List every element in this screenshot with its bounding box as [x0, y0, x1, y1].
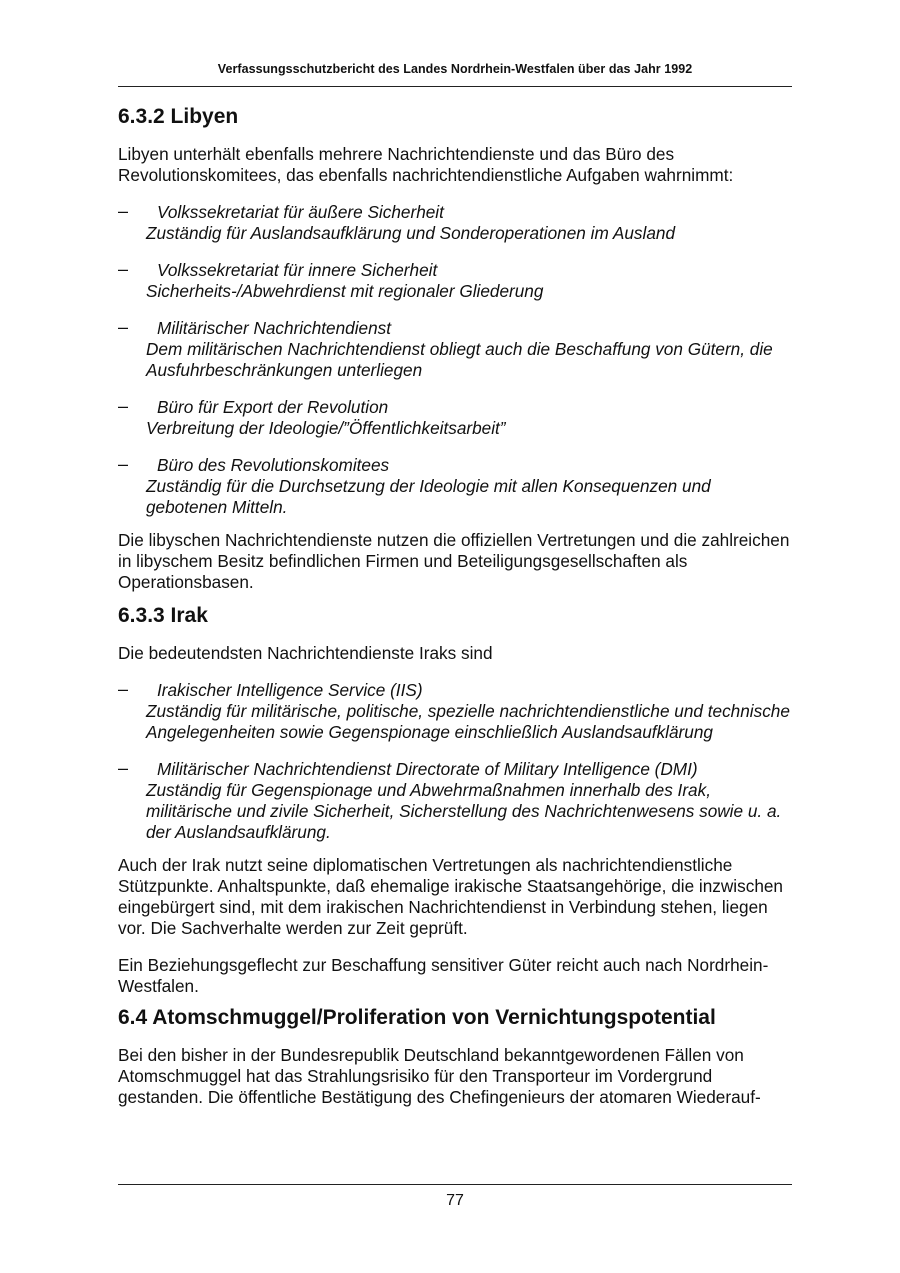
list-item-title: Volkssekretariat für äußere Sicherheit — [157, 202, 444, 222]
list-item-desc: Dem militärischen Nachrichtendienst obliegt auch die Beschaffung von Gütern, die Ausfuhrbeschränkungen unterliegen — [146, 339, 773, 380]
list-item-title: Büro des Revolutionskomitees — [157, 455, 390, 475]
list-item-title: Volkssekretariat für innere Sicherheit — [157, 260, 438, 280]
paragraph: Die libyschen Nachrichtendienste nutzen die offiziellen Vertretungen und die zahlreichen in libyschem Besitz befindlichen Firmen und Beteiligungsgesellschaften als Operationsbasen. — [118, 530, 790, 592]
list-item-desc: Zuständig für die Durchsetzung der Ideologie mit allen Konsequenzen und gebotenen Mitteln. — [146, 476, 711, 517]
header-rule — [118, 86, 792, 87]
footer-rule — [118, 1184, 792, 1185]
list-item-desc: Zuständig für militärische, politische, spezielle nachrichtendienstliche und technische Angelegenheiten sowie Gegenspionage einschließlich Auslandsaufklärung — [146, 701, 790, 742]
list-item — [118, 455, 792, 518]
list-item-desc: Zuständig für Auslandsaufklärung und Sonderoperationen im Ausland — [146, 223, 676, 243]
paragraph: Auch der Irak nutzt seine diplomatischen Vertretungen als nachrichtendienstliche Stützpunkte. Anhaltspunkte, daß ehemalige irakische Staatsangehörige, die inzwischen eingebürgert sind, mit dem irakischen Nachrichtendienst in Verbindung stehen, liegen vor. Die Sachverhalte werden zur Zeit geprüft. — [118, 855, 783, 938]
list-item-desc: Sicherheits-/Abwehrdienst mit regionaler Gliederung — [146, 281, 544, 301]
list-item-title: Militärischer Nachrichtendienst — [157, 318, 392, 338]
list-item — [118, 397, 792, 439]
list-item — [118, 202, 792, 244]
section-heading-atomschmuggel: 6.4 Atomschmuggel/Proliferation von Vernichtungspotential — [118, 1006, 716, 1029]
dash-bullet: – — [118, 679, 129, 699]
dash-bullet: – — [118, 758, 129, 778]
list-item-title: Büro für Export der Revolution — [157, 397, 389, 417]
page-body — [118, 102, 792, 1120]
list-item — [118, 260, 792, 302]
section-heading-irak: 6.3.3 Irak — [118, 604, 208, 627]
dash-bullet: – — [118, 317, 129, 337]
list-item — [118, 680, 792, 743]
page-number: 77 — [446, 1192, 464, 1209]
list-item-title: Irakischer Intelligence Service (IIS) — [157, 680, 423, 700]
list-item — [118, 759, 792, 843]
paragraph: Libyen unterhält ebenfalls mehrere Nachrichtendienste und das Büro des Revolutionskomitees, das ebenfalls nachrichtendienstliche Aufgaben wahrnimmt: — [118, 144, 734, 185]
paragraph: Die bedeutendsten Nachrichtendienste Iraks sind — [118, 643, 493, 663]
list-item — [118, 318, 792, 381]
dash-bullet: – — [118, 201, 129, 221]
list-item-title: Militärischer Nachrichtendienst Directorate of Military Intelligence (DMI) — [157, 759, 698, 779]
dash-bullet: – — [118, 396, 129, 416]
paragraph: Bei den bisher in der Bundesrepublik Deutschland bekanntgewordenen Fällen von Atomschmuggel hat das Strahlungsrisiko für den Transporteur im Vordergrund gestanden. Die öffentliche Bestätigung des Chefingenieurs der atomaren Wiederauf- — [118, 1045, 761, 1107]
paragraph: Ein Beziehungsgeflecht zur Beschaffung sensitiver Güter reicht auch nach Nordrhein-Westfalen. — [118, 955, 769, 996]
dash-bullet: – — [118, 259, 129, 279]
dash-bullet: – — [118, 454, 129, 474]
running-header: Verfassungsschutzbericht des Landes Nordrhein-Westfalen über das Jahr 1992 — [217, 62, 693, 76]
list-item-desc: Verbreitung der Ideologie/”Öffentlichkeitsarbeit” — [146, 418, 506, 438]
list-item-desc: Zuständig für Gegenspionage und Abwehrmaßnahmen innerhalb des Irak, militärische und zivile Sicherheit, Sicherstellung des Nachrichtenwesens sowie u. a. der Auslandsaufklärung. — [146, 780, 782, 842]
section-heading-libyen: 6.3.2 Libyen — [118, 105, 239, 128]
